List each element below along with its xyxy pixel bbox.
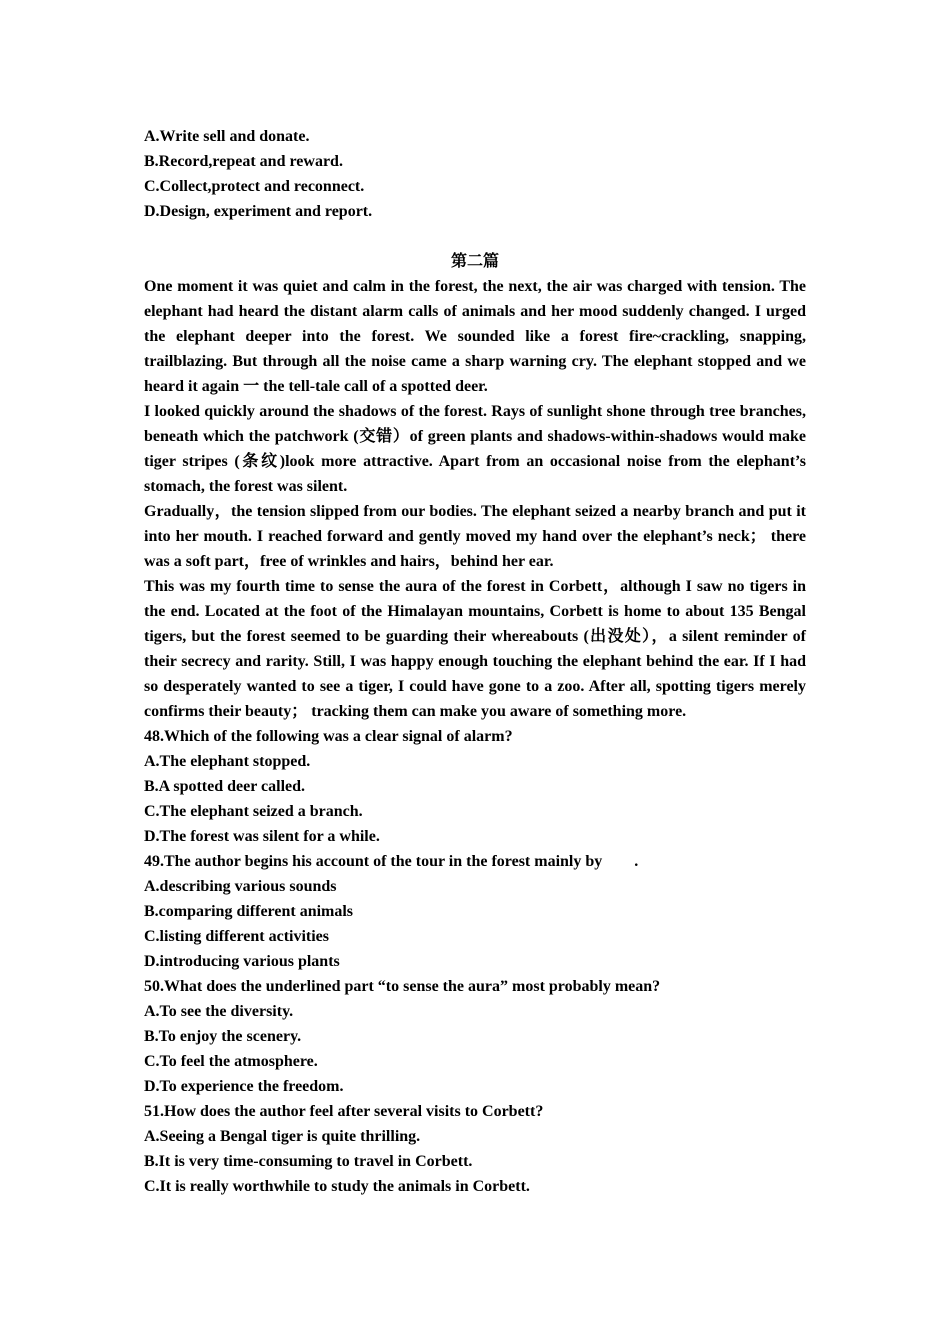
option-b: B.It is very time-consuming to travel in Corbett. xyxy=(144,1153,473,1170)
question-49 xyxy=(144,849,806,974)
option-b: B.Record,repeat and reward. xyxy=(144,153,343,170)
question-51 xyxy=(144,1099,806,1199)
option-c: C.The elephant seized a branch. xyxy=(144,803,363,820)
previous-question-options xyxy=(144,124,806,224)
option-a: A.The elephant stopped. xyxy=(144,753,311,770)
question-stem: 50.What does the underlined part “to sense the aura” most probably mean? xyxy=(144,978,661,995)
option-d: D.introducing various plants xyxy=(144,953,340,970)
exam-page xyxy=(144,124,806,1199)
option-a: A.describing various sounds xyxy=(144,878,337,895)
option-d: D.The forest was silent for a while. xyxy=(144,828,380,845)
option-d: D.To experience the freedom. xyxy=(144,1078,344,1095)
question-stem: 48.Which of the following was a clear signal of alarm? xyxy=(144,728,513,745)
spacer xyxy=(144,224,806,249)
passage-paragraph: Gradually，the tension slipped from our bodies. The elephant seized a nearby branch and put it into her mouth. I reached forward and gently moved my hand over the elephant’s neck； there was a soft part，free of wrinkles and hairs，behind her ear. xyxy=(144,503,806,570)
option-c: C.listing different activities xyxy=(144,928,330,945)
question-stem: 51.How does the author feel after several visits to Corbett? xyxy=(144,1103,544,1120)
question-48 xyxy=(144,724,806,849)
passage-paragraph: I looked quickly around the shadows of the forest. Rays of sunlight shone through tree branches, beneath which the patchwork (交错）of green plants and shadows-within-shadows would make tiger stripes (条纹)look more attractive. Apart from an occasional noise from the elephant’s stomach, the forest was silent. xyxy=(144,403,806,495)
option-d: D.Design, experiment and report. xyxy=(144,203,373,220)
question-stem: 49.The author begins his account of the tour in the forest mainly by . xyxy=(144,853,639,870)
option-a: A.Write sell and donate. xyxy=(144,128,310,145)
option-c: C.It is really worthwhile to study the animals in Corbett. xyxy=(144,1178,530,1195)
passage-body xyxy=(144,274,806,724)
option-b: B.A spotted deer called. xyxy=(144,778,306,795)
option-b: B.comparing different animals xyxy=(144,903,354,920)
option-b: B.To enjoy the scenery. xyxy=(144,1028,302,1045)
question-50 xyxy=(144,974,806,1099)
passage-paragraph: One moment it was quiet and calm in the forest, the next, the air was charged with tension. The elephant had heard the distant alarm calls of animals and her mood suddenly changed. I urged the elephant deeper into the forest. We sounded like a forest fire~crackling, snapping, trailblazing. But through all the noise came a sharp warning cry. The elephant stopped and we heard it again 一 the tell-tale call of a spotted deer. xyxy=(144,278,806,395)
option-a: A.Seeing a Bengal tiger is quite thrilling. xyxy=(144,1128,421,1145)
option-c: C.Collect,protect and reconnect. xyxy=(144,178,365,195)
passage-paragraph: This was my fourth time to sense the aura of the forest in Corbett，although I saw no tigers in the end. Located at the foot of the Himalayan mountains, Corbett is home to about 135 Bengal tigers, but the forest seemed to be guarding their whereabouts (出没处），a silent reminder of their secrecy and rarity. Still, I was happy enough touching the elephant behind the ear. If I had so desperately wanted to see a tiger, I could have gone to a zoo. After all, spotting tigers merely confirms their beauty； tracking them can make you aware of something more. xyxy=(144,578,806,720)
option-c: C.To feel the atmosphere. xyxy=(144,1053,318,1070)
option-a: A.To see the diversity. xyxy=(144,1003,294,1020)
passage-title: 第二篇 xyxy=(450,253,499,270)
